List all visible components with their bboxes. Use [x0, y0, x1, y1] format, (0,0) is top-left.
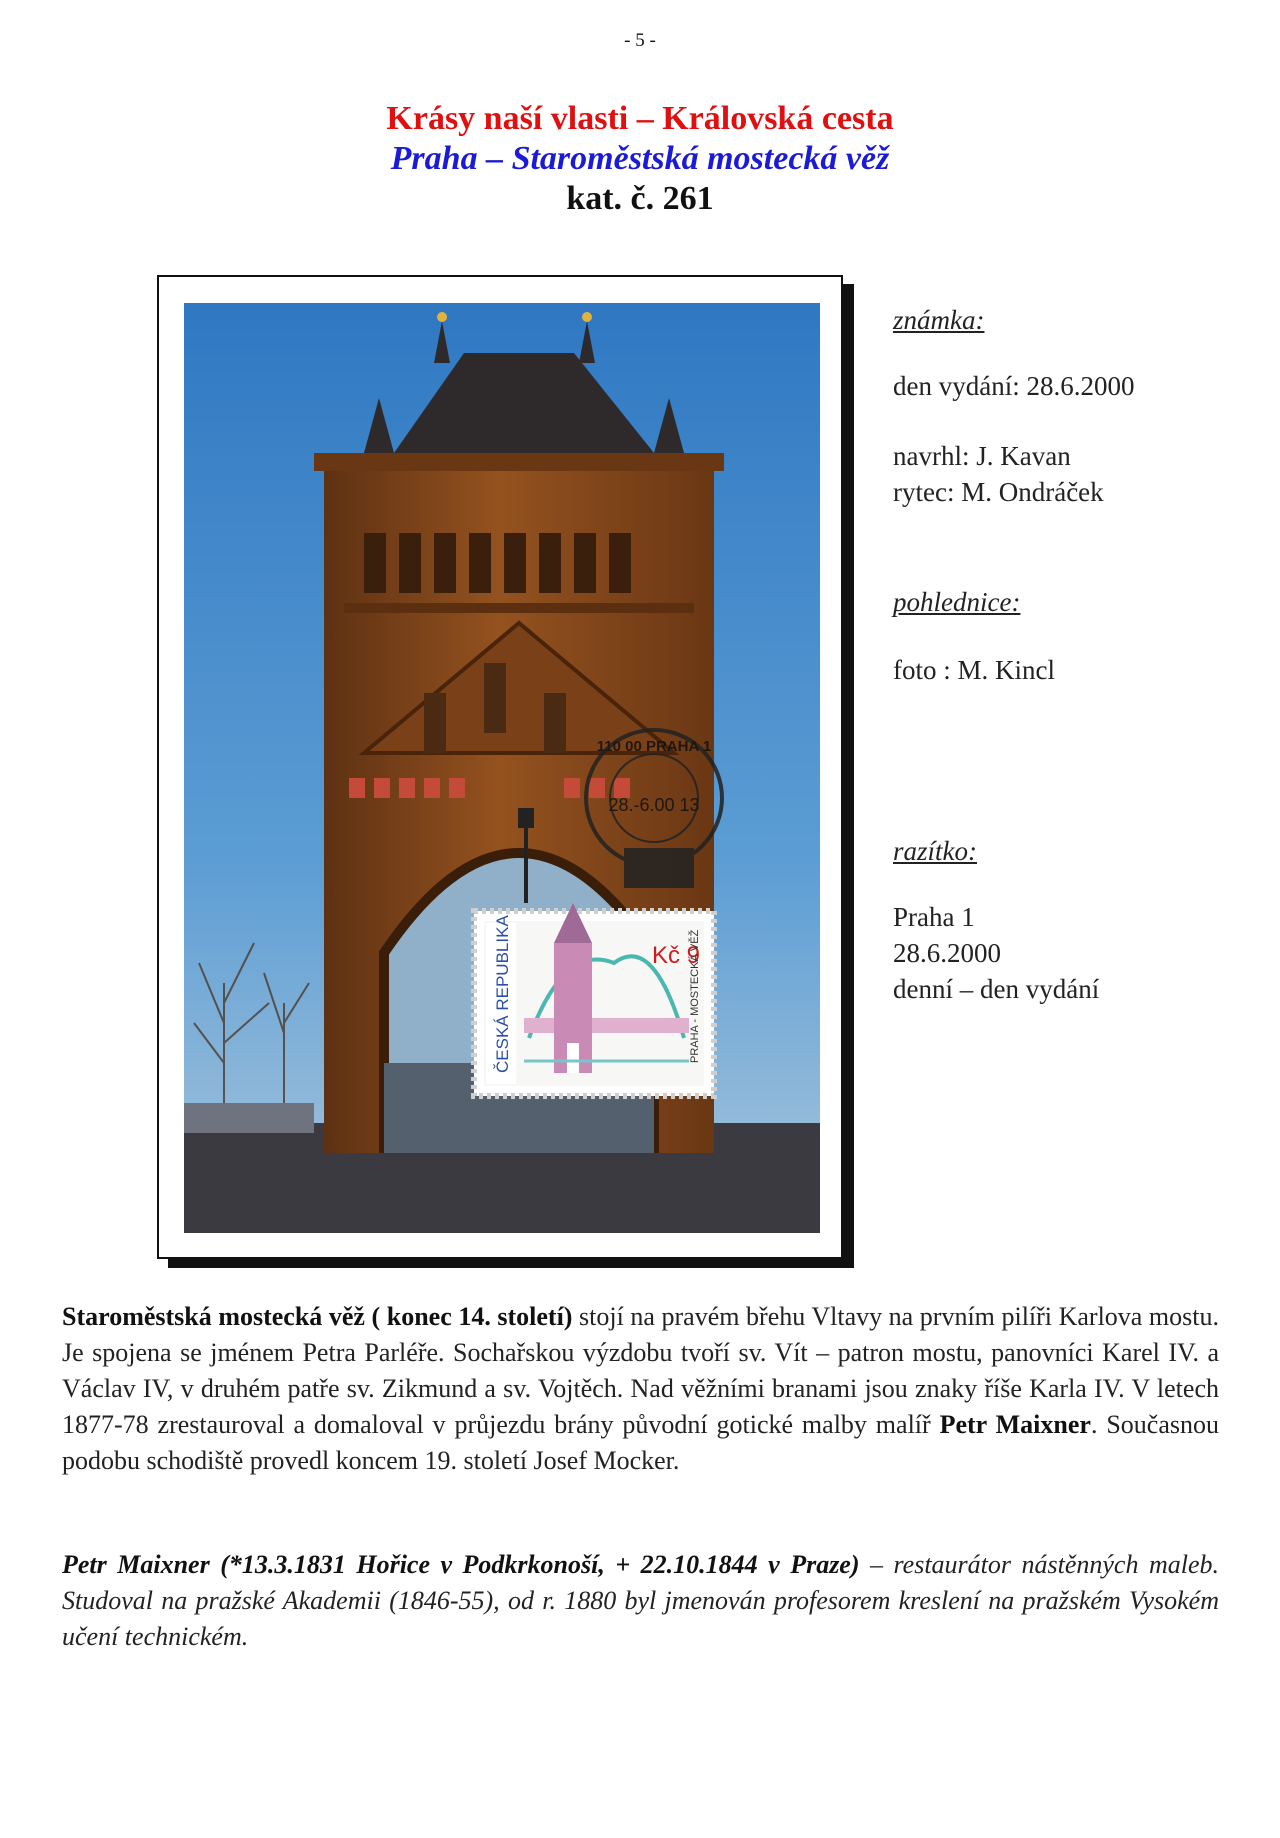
biography-paragraph: Petr Maixner (*13.3.1831 Hořice v Podkrkonoší, + 22.10.1844 v Praze) – restaurátor nástěnných maleb. Studoval na pražské Akademii (1846-55), od r. 1880 byl jmenován profesorem kreslení na pražském Vysokém učení technickém. — [62, 1550, 1219, 1651]
postmark-kind: denní – den vydání — [893, 974, 1100, 1004]
photographer: foto : M. Kincl — [893, 655, 1055, 685]
postcard-heading: pohlednice: — [893, 587, 1021, 617]
title-line-1: Krásy naší vlasti – Královská cesta — [386, 100, 894, 137]
stamp-caption: PRAHA - MOSTECKÁ VĚŽ — [689, 929, 701, 1063]
designer: navrhl: J. Kavan — [893, 441, 1071, 471]
description-paragraph: Staroměstská mostecká věž ( konec 14. století) stojí na pravém břehu Vltavy na prvním pilíři Karlova mostu. Je spojena se jménem Petra Parléře. Sochařskou výzdobu tvoří sv. Vít – patron mostu, panovníci Karel IV. a Václav IV, v druhém patře sv. Zikmund a sv. Vojtěch. Nad věžními branami jsou znaky říše Karla IV. V letech 1877-78 zrestauroval a domaloval v průjezdu brány původní gotické malby malíř Petr Maixner. Současnou podobu schodiště provedl koncem 19. století Josef Mocker. — [62, 1302, 1219, 1475]
title-line-2: Praha – Staroměstská mostecká věž — [390, 140, 890, 177]
stamp-heading: známka: — [893, 305, 985, 335]
postmark-date: 28.-6.00 13 — [608, 795, 700, 815]
postmark-place: Praha 1 — [893, 902, 975, 932]
catalog-number: kat. č. 261 — [566, 180, 714, 217]
engraver: rytec: M. Ondráček — [893, 477, 1104, 507]
postmark-ring-text: 110 00 PRAHA 1 — [596, 738, 712, 755]
postmark-date-text: 28.6.2000 — [893, 938, 1001, 968]
stamp-value: Kč 9 — [652, 942, 701, 969]
postage-stamp — [474, 903, 714, 1096]
issue-date: den vydání: 28.6.2000 — [893, 371, 1135, 401]
stamp-country: ČESKÁ REPUBLIKA — [493, 915, 512, 1073]
page-number: - 5 - — [624, 30, 656, 51]
postmark-heading: razítko: — [893, 836, 977, 866]
tower-photo — [184, 303, 820, 1233]
